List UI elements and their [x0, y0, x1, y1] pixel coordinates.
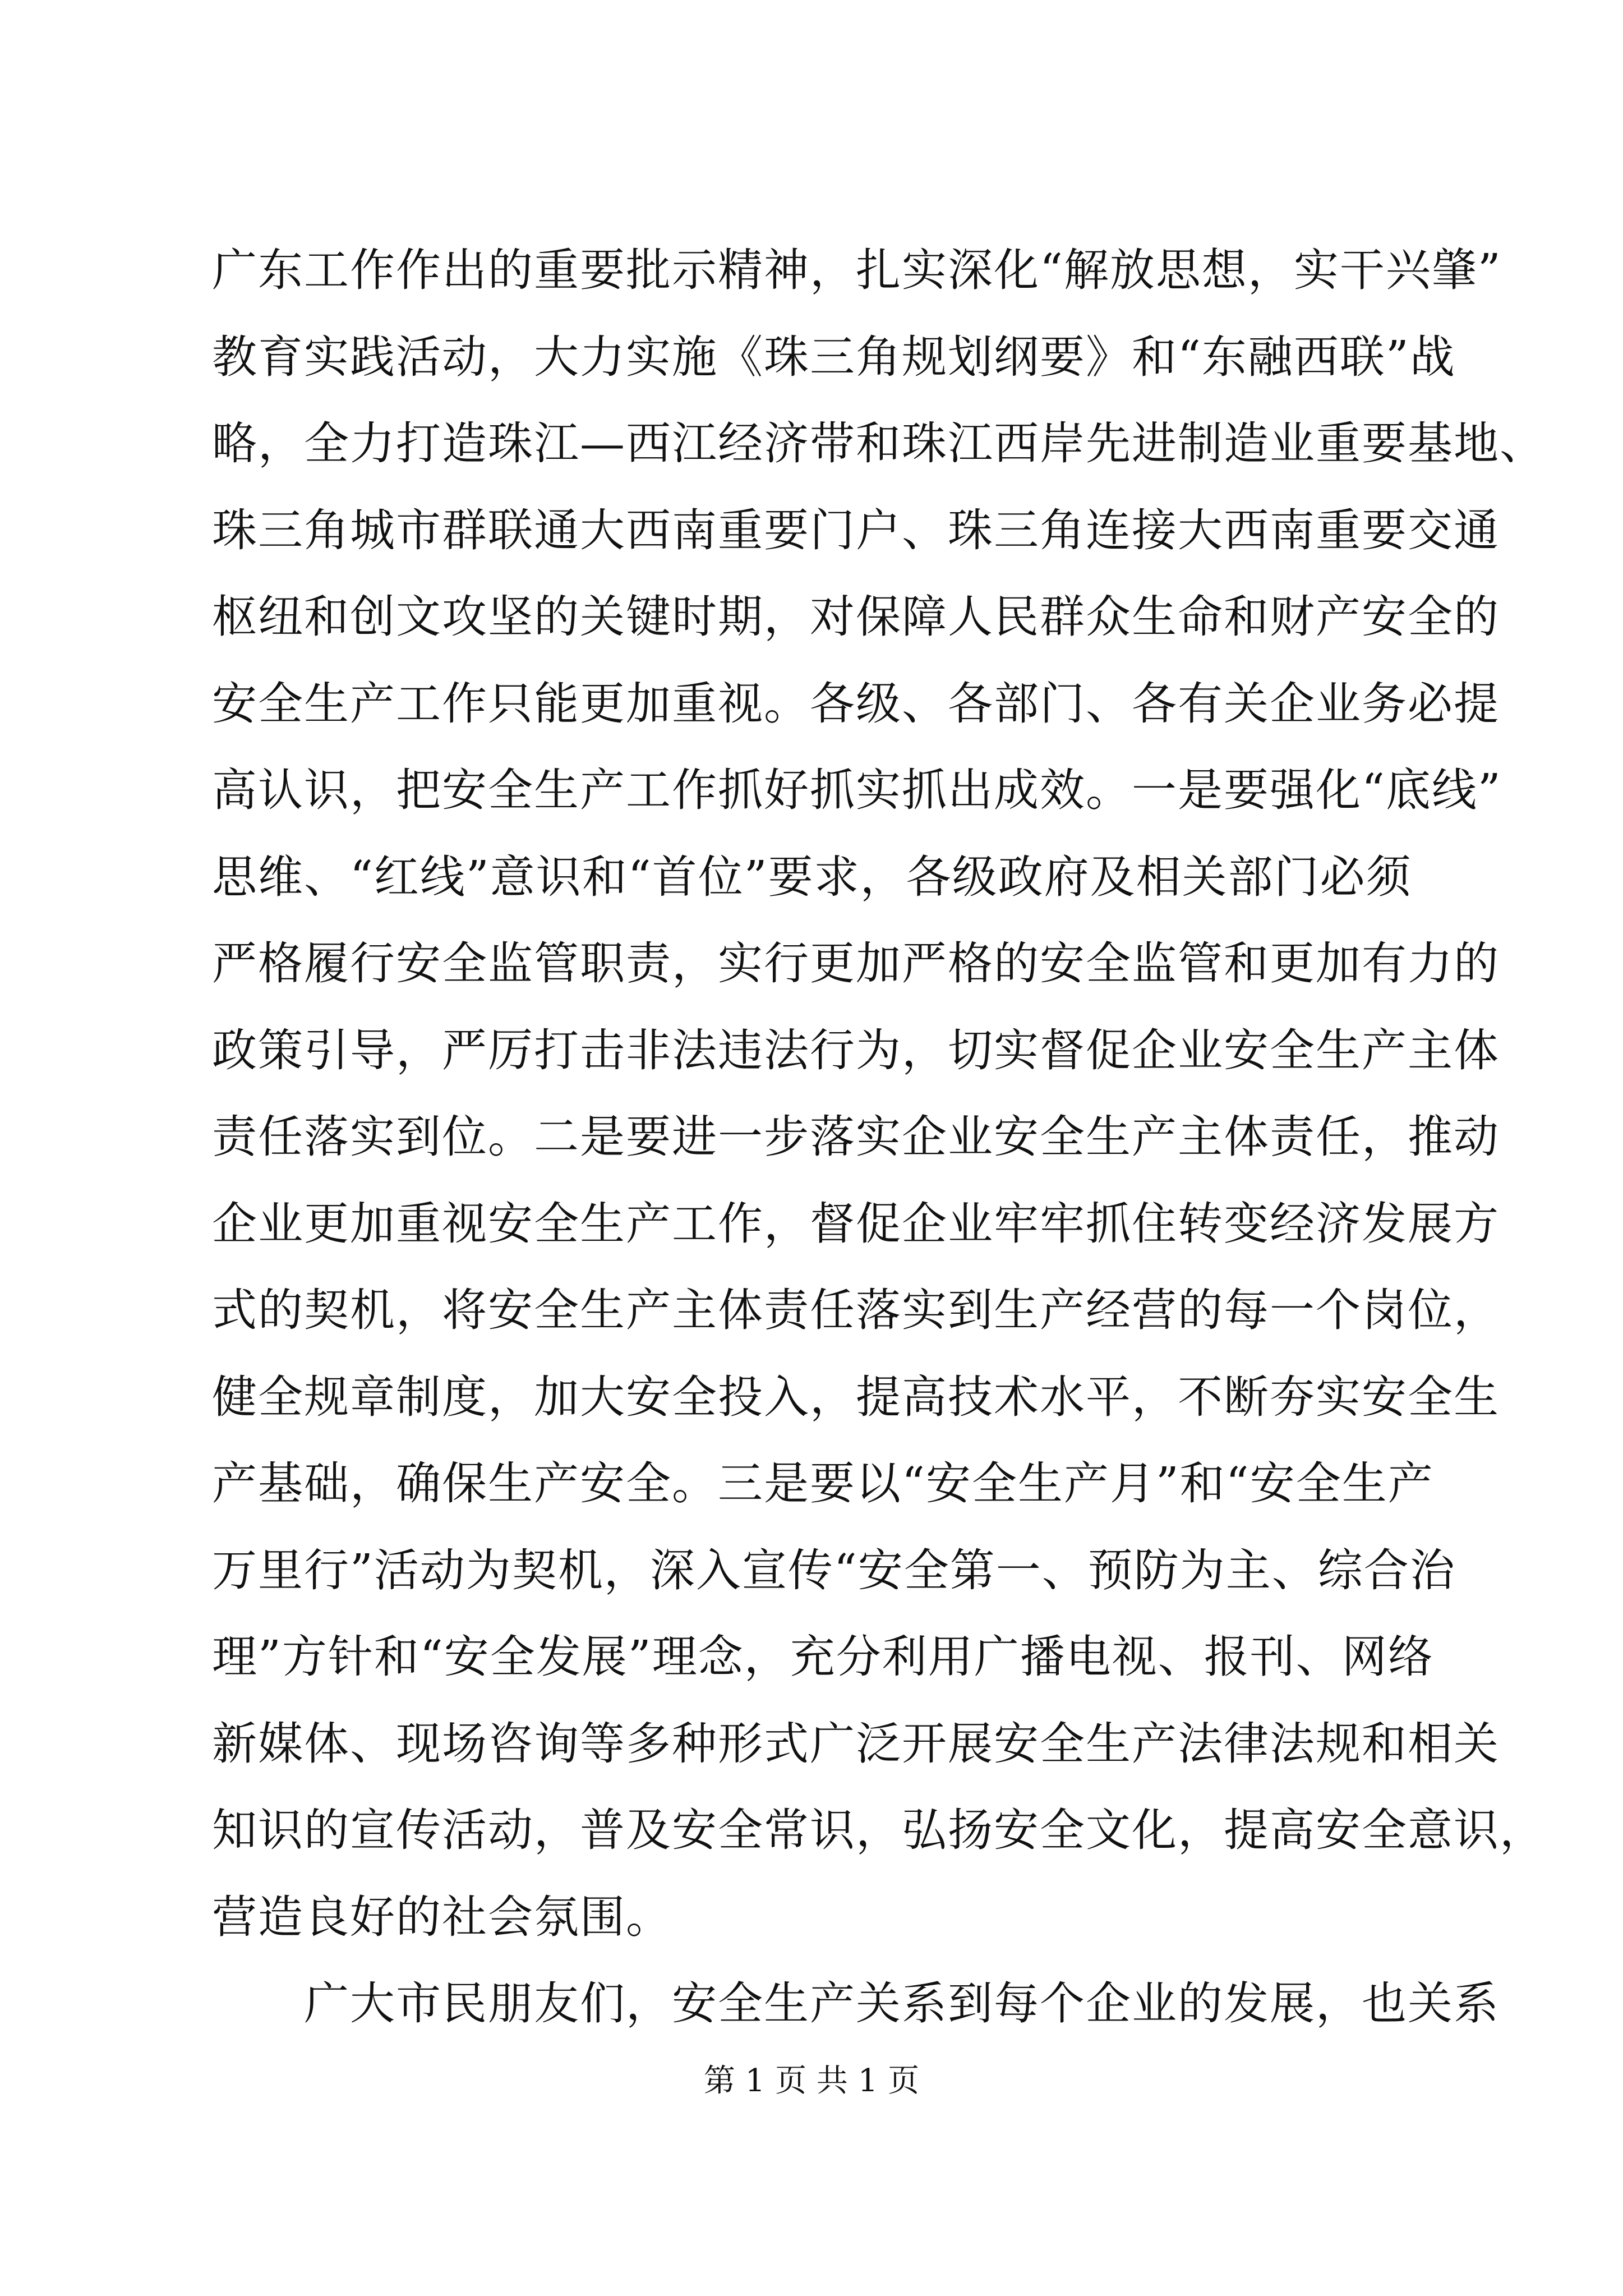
text-line: 营造良好的社会氛围。	[212, 1890, 672, 1943]
page-footer	[0, 2059, 1623, 2104]
text-line: 知识的宣传活动，普及安全常识，弘扬安全文化，提高安全意识，	[212, 1804, 1546, 1856]
text-line: 广东工作作出的重要批示精神，扎实深化“解放思想，实干兴肇”	[212, 244, 1502, 296]
body-text	[212, 227, 1546, 2047]
text-line: 健全规章制度，加大安全投入，提高技术水平，不断夯实安全生	[212, 1370, 1500, 1423]
text-line: 安全生产工作只能更加重视。各级、各部门、各有关企业务必提	[212, 677, 1500, 730]
text-line: 严格履行安全监管职责，实行更加严格的安全监管和更加有力的	[212, 937, 1500, 990]
text-line: 略，全力打造珠江—西江经济带和珠江西岸先进制造业重要基地、	[212, 417, 1546, 470]
text-line: 万里行”活动为契机，深入宣传“安全第一、预防为主、综合治	[212, 1544, 1456, 1596]
text-line: 产基础，确保生产安全。三是要以“安全生产月”和“安全生产	[212, 1457, 1434, 1510]
text-line: 枢纽和创文攻坚的关键时期，对保障人民群众生命和财产安全的	[212, 591, 1500, 643]
page-number-label: 第 1 页 共 1 页	[703, 2063, 920, 2099]
text-line: 式的契机，将安全生产主体责任落实到生产经营的每一个岗位，	[212, 1284, 1500, 1336]
text-line: 企业更加重视安全生产工作，督促企业牢牢抓住转变经济发展方	[212, 1197, 1500, 1250]
text-line: 思维、“红线”意识和“首位”要求，各级政府及相关部门必须	[212, 850, 1412, 903]
text-line: 政策引导，严厉打击非法违法行为，切实督促企业安全生产主体	[212, 1024, 1500, 1076]
paragraph-start-line: 广大市民朋友们，安全生产关系到每个企业的发展，也关系	[304, 1977, 1500, 2030]
text-line: 教育实践活动，大力实施《珠三角规划纲要》和“东融西联”战	[212, 330, 1456, 383]
text-line: 珠三角城市群联通大西南重要门户、珠三角连接大西南重要交通	[212, 504, 1500, 556]
text-line: 高认识，把安全生产工作抓好抓实抓出成效。一是要强化“底线”	[212, 764, 1502, 816]
text-line: 责任落实到位。二是要进一步落实企业安全生产主体责任，推动	[212, 1111, 1500, 1163]
text-line: 理”方针和“安全发展”理念，充分利用广播电视、报刊、网络	[212, 1631, 1434, 1683]
text-line: 新媒体、现场咨询等多种形式广泛开展安全生产法律法规和相关	[212, 1717, 1500, 1770]
